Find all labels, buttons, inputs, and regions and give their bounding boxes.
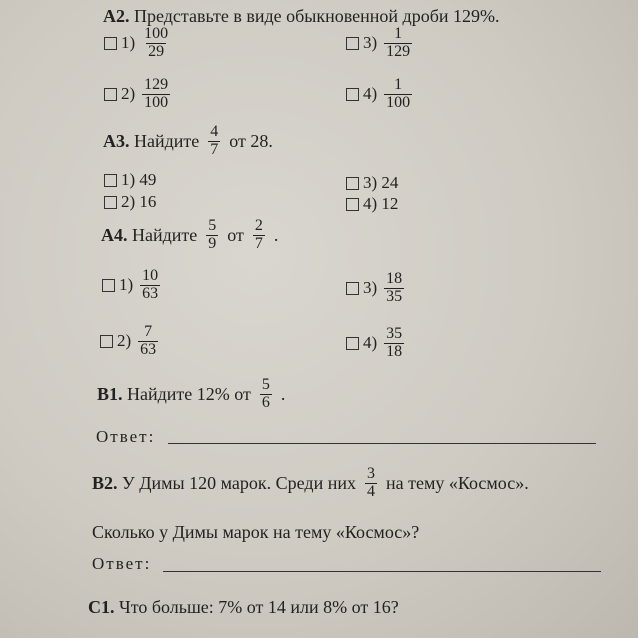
checkbox[interactable] bbox=[104, 37, 117, 50]
fraction bbox=[384, 326, 404, 361]
fraction bbox=[138, 324, 158, 359]
question-text: от 28. bbox=[229, 130, 273, 151]
answer-line-b2[interactable] bbox=[163, 571, 601, 572]
fraction bbox=[260, 377, 272, 412]
question-b1 bbox=[97, 377, 285, 412]
option-label: 4) 12 bbox=[363, 194, 399, 213]
option-label: 2) bbox=[121, 84, 136, 104]
numerator: 5 bbox=[261, 376, 270, 393]
a2-option-3[interactable] bbox=[346, 26, 415, 61]
denominator: 129 bbox=[386, 42, 411, 60]
option-label: 2) 16 bbox=[121, 192, 157, 211]
option-label: 2) bbox=[117, 331, 132, 351]
option-label: 4) bbox=[363, 84, 378, 104]
denominator: 100 bbox=[144, 93, 169, 111]
question-text: . bbox=[273, 224, 279, 245]
question-number: B2. bbox=[92, 472, 118, 493]
denominator: 63 bbox=[140, 340, 157, 358]
a4-option-2[interactable] bbox=[100, 324, 161, 359]
checkbox[interactable] bbox=[102, 279, 115, 292]
numerator: 2 bbox=[254, 217, 263, 234]
fraction bbox=[384, 77, 412, 112]
fraction bbox=[253, 218, 265, 253]
checkbox[interactable] bbox=[346, 198, 359, 211]
a4-option-3[interactable] bbox=[346, 271, 407, 306]
checkbox[interactable] bbox=[104, 196, 117, 209]
denominator: 7 bbox=[254, 234, 263, 252]
denominator: 6 bbox=[261, 393, 270, 411]
numerator: 129 bbox=[144, 76, 169, 93]
answer-label: Ответ: bbox=[96, 427, 156, 446]
question-text: от bbox=[227, 224, 244, 245]
fraction bbox=[142, 26, 170, 61]
answer-line-b1[interactable] bbox=[168, 443, 596, 444]
numerator: 18 bbox=[386, 270, 403, 287]
question-number: C1. bbox=[88, 597, 115, 617]
numerator: 5 bbox=[208, 217, 217, 234]
fraction bbox=[384, 271, 404, 306]
question-text: Найдите 12% от bbox=[122, 383, 251, 404]
fraction bbox=[365, 466, 377, 501]
question-number: A3. bbox=[103, 130, 130, 151]
a3-option-1[interactable] bbox=[104, 170, 156, 190]
question-a4 bbox=[101, 218, 278, 253]
option-label: 4) bbox=[363, 333, 378, 353]
denominator: 4 bbox=[366, 482, 375, 500]
fraction bbox=[142, 77, 170, 112]
numerator: 10 bbox=[142, 267, 159, 284]
a3-option-4[interactable] bbox=[346, 194, 398, 214]
fraction bbox=[206, 218, 218, 253]
a2-option-2[interactable] bbox=[104, 77, 173, 112]
checkbox[interactable] bbox=[346, 177, 359, 190]
question-b2 bbox=[92, 466, 529, 501]
denominator: 100 bbox=[386, 93, 411, 111]
option-label: 1) bbox=[119, 275, 134, 295]
denominator: 7 bbox=[210, 140, 219, 158]
option-label: 3) bbox=[363, 278, 378, 298]
option-label: 1) 49 bbox=[121, 170, 157, 189]
question-number: A2. bbox=[103, 6, 130, 26]
a3-option-2[interactable] bbox=[104, 192, 156, 212]
question-b2-line2: Сколько у Димы марок на тему «Космос»? bbox=[92, 522, 420, 542]
a2-option-1[interactable] bbox=[104, 26, 173, 61]
numerator: 1 bbox=[394, 76, 403, 93]
question-text: У Димы 120 марок. Среди них bbox=[117, 472, 356, 493]
numerator: 1 bbox=[394, 25, 403, 42]
question-c1 bbox=[88, 597, 399, 618]
denominator: 29 bbox=[148, 42, 165, 60]
numerator: 7 bbox=[144, 323, 153, 340]
question-text: на тему «Космос». bbox=[385, 472, 529, 493]
question-text: Что больше: 7% от 14 или 8% от 16? bbox=[114, 597, 399, 617]
question-text: Представьте в виде обыкновенной дроби 129%. bbox=[129, 6, 500, 26]
question-number: A4. bbox=[101, 224, 128, 245]
a4-option-4[interactable] bbox=[346, 326, 407, 361]
numerator: 35 bbox=[386, 325, 403, 342]
option-label: 3) bbox=[363, 33, 378, 53]
a3-option-3[interactable] bbox=[346, 173, 398, 193]
a2-option-4[interactable] bbox=[346, 77, 415, 112]
checkbox[interactable] bbox=[346, 282, 359, 295]
fraction bbox=[208, 124, 220, 159]
question-text: Найдите bbox=[127, 224, 198, 245]
denominator: 18 bbox=[386, 342, 403, 360]
question-number: B1. bbox=[97, 383, 123, 404]
checkbox[interactable] bbox=[346, 37, 359, 50]
numerator: 3 bbox=[366, 465, 375, 482]
denominator: 35 bbox=[386, 287, 403, 305]
answer-label: Ответ: bbox=[92, 554, 152, 573]
question-text: . bbox=[280, 383, 286, 404]
checkbox[interactable] bbox=[104, 88, 117, 101]
numerator: 100 bbox=[144, 25, 169, 42]
question-text: Найдите bbox=[129, 130, 200, 151]
checkbox[interactable] bbox=[100, 335, 113, 348]
numerator: 4 bbox=[210, 123, 219, 140]
checkbox[interactable] bbox=[104, 174, 117, 187]
denominator: 63 bbox=[142, 284, 159, 302]
checkbox[interactable] bbox=[346, 337, 359, 350]
fraction bbox=[140, 268, 160, 303]
question-a3 bbox=[103, 124, 273, 159]
checkbox[interactable] bbox=[346, 88, 359, 101]
denominator: 9 bbox=[208, 234, 217, 252]
option-label: 3) 24 bbox=[363, 173, 399, 192]
question-a2 bbox=[103, 6, 499, 27]
a4-option-1[interactable] bbox=[102, 268, 163, 303]
option-label: 1) bbox=[121, 33, 136, 53]
fraction bbox=[384, 26, 412, 61]
